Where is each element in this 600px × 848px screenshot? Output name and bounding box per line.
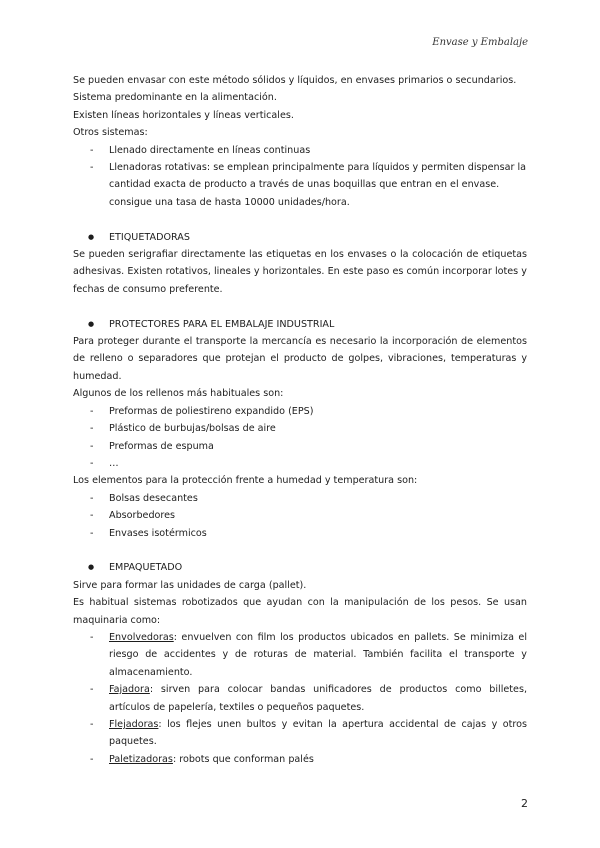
list-item xyxy=(73,751,527,768)
term-flejadoras: Flejadoras xyxy=(109,718,159,730)
paragraph: Existen líneas horizontales y líneas verticales. xyxy=(73,109,294,121)
paragraph: Sistema predominante en la alimentación. xyxy=(73,92,277,104)
list-item: - Bolsas desecantes xyxy=(73,490,527,507)
term-fajadora: Fajadora xyxy=(109,684,150,696)
list-item xyxy=(73,681,527,716)
list-item: - Plástico de burbujas/bolsas de aire xyxy=(73,420,527,437)
term-envolvedoras: Envolvedoras xyxy=(109,631,174,643)
list-item: - Llenado directamente en líneas continuas xyxy=(73,142,527,159)
humedad-list xyxy=(73,490,527,542)
section-heading-etiquetadoras: ● ETIQUETADORAS xyxy=(73,229,527,246)
document-body xyxy=(73,72,527,768)
page-header: Envase y Embalaje xyxy=(432,37,528,48)
list-item: - … xyxy=(73,455,527,472)
term-paletizadoras: Paletizadoras xyxy=(109,753,173,765)
list-item: - Absorbedores xyxy=(73,507,527,524)
section-heading-empaquetado: ● EMPAQUETADO xyxy=(73,559,527,576)
list-item: - Preformas de espuma xyxy=(73,438,527,455)
paragraph: Para proteger durante el transporte la mercancía es necesario la incorporación de elementos de relleno o separadores que protejan el producto de golpes, vibraciones, temperaturas y humedad. xyxy=(73,336,527,382)
paragraph: Es habitual sistemas robotizados que ayudan con la manipulación de los pesos. Se usan maquinaria como: xyxy=(73,597,527,626)
maquinaria-list xyxy=(73,629,527,768)
term-description: : envuelven con film los productos ubicados en pallets. Se minimiza el riesgo de accidentes y de roturas de material. También facilita el transporte y almacenamiento. xyxy=(109,631,527,678)
section-heading-protectores: ● PROTECTORES PARA EL EMBALAJE INDUSTRIAL xyxy=(73,316,527,333)
paragraph: Algunos de los rellenos más habituales son: xyxy=(73,388,284,400)
list-item: - Preformas de poliestireno expandido (EPS) xyxy=(73,403,527,420)
list-item: - Llenadoras rotativas: se emplean principalmente para líquidos y permiten dispensar la cantidad exacta de producto a través de unas boquillas que entran en el envase. consigue una tasa de hasta 10000 unidades/hora. xyxy=(73,159,527,211)
term-description: : sirven para colocar bandas unificadores de productos como billetes, artículos de papelería, textiles o pequeños paquetes. xyxy=(109,684,527,713)
otros-sistemas-list xyxy=(73,142,527,212)
paragraph: Los elementos para la protección frente a humedad y temperatura son: xyxy=(73,475,418,487)
list-item xyxy=(73,716,527,751)
rellenos-list xyxy=(73,403,527,473)
list-item: - Envases isotérmicos xyxy=(73,525,527,542)
list-item xyxy=(73,629,527,681)
paragraph: Otros sistemas: xyxy=(73,127,148,139)
term-description: : los flejes unen bultos y evitan la apertura accidental de cajas y otros paquetes. xyxy=(109,718,527,748)
term-description: : robots que conforman palés xyxy=(172,753,314,765)
paragraph: Sirve para formar las unidades de carga (pallet). xyxy=(73,579,307,591)
page-number: 2 xyxy=(521,797,528,810)
paragraph: Se pueden envasar con este método sólidos y líquidos, en envases primarios o secundarios. xyxy=(73,75,517,86)
paragraph: Se pueden serigrafiar directamente las etiquetas en los envases o la colocación de etiquetas adhesivas. Existen rotativos, lineales y horizontales. En este paso es común incorporar lotes y fechas de consumo preferente. xyxy=(73,249,527,295)
